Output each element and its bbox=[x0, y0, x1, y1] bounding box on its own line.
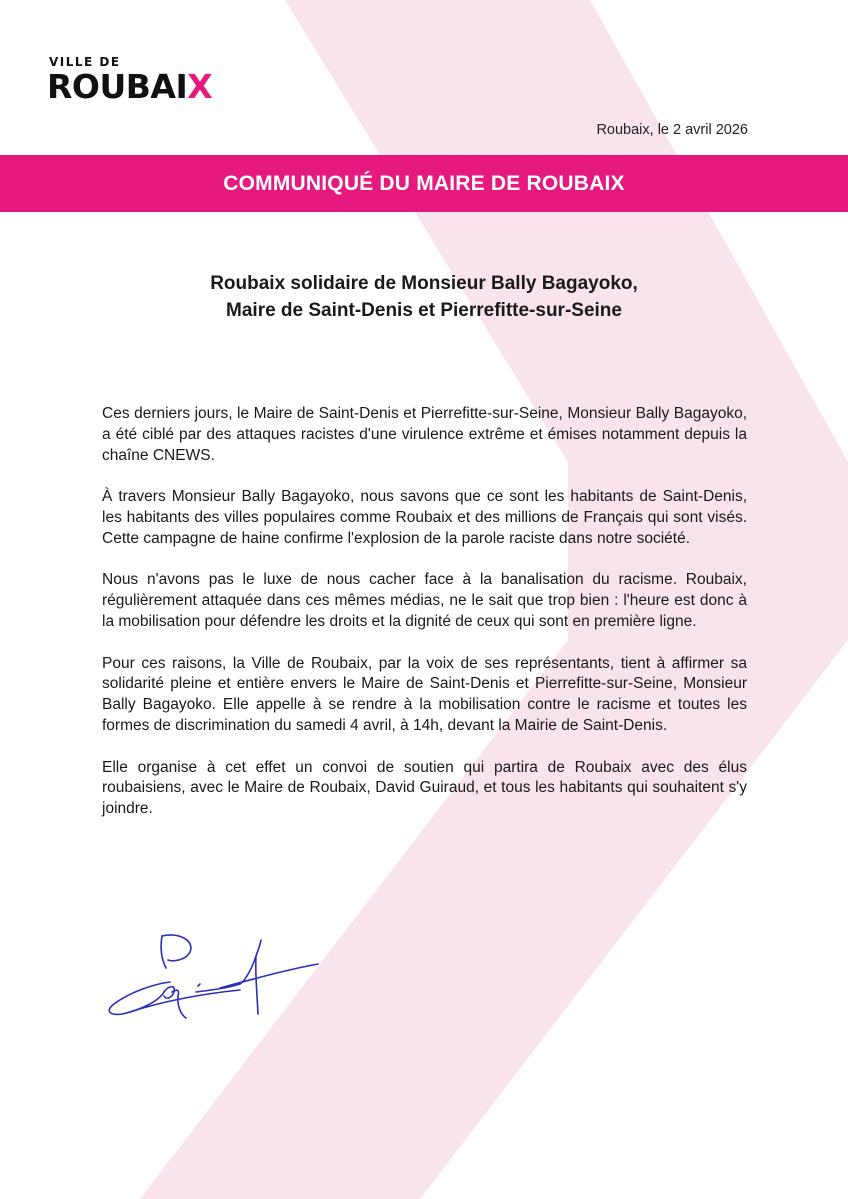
city-logo bbox=[47, 56, 212, 105]
paragraph: Elle organise à cet effet un convoi de soutien qui partira de Roubaix avec des élus roubaisiens, avec le Maire de Roubaix, David Guiraud, et tous les habitants qui souhaitent s'y joindre. bbox=[102, 758, 747, 818]
date-line: Roubaix, le 2 avril 2026 bbox=[596, 122, 748, 138]
mayor-signature bbox=[100, 930, 330, 1030]
body-text bbox=[102, 404, 747, 841]
paragraph: Nous n'avons pas le luxe de nous cacher face à la banalisation du racisme. Roubaix, régulièrement attaquée dans ces mêmes médias, ne le sait que trop bien : l'heure est donc à la mobilisation pour défendre les droits et la dignité de ceux qui sont en première ligne. bbox=[102, 571, 747, 630]
logo-main-text: ROUBAI bbox=[47, 67, 188, 106]
subject-line-2: Maire de Saint-Denis et Pierrefitte-sur-Seine bbox=[226, 300, 622, 321]
subject-heading bbox=[0, 270, 848, 324]
subject-line-1: Roubaix solidaire de Monsieur Bally Bagayoko, bbox=[210, 273, 638, 294]
logo-accent-x: X bbox=[187, 67, 213, 106]
banner-title: COMMUNIQUÉ DU MAIRE DE ROUBAIX bbox=[223, 171, 625, 195]
paragraph: Pour ces raisons, la Ville de Roubaix, par la voix de ses représentants, tient à affirmer sa solidarité pleine et entière envers le Maire de Saint-Denis et Pierrefitte-sur-Seine, Monsieur Bally Bagayoko. Elle appelle à se rendre à la mobilisation contre le racisme et toutes les formes de discrimination du samedi 4 avril, à 14h, devant la Mairie de Saint-Denis. bbox=[102, 654, 747, 734]
paragraph: À travers Monsieur Bally Bagayoko, nous savons que ce sont les habitants de Saint-Denis, les habitants des villes populaires comme Roubaix et des millions de Français qui sont visés. Cette campagne de haine confirme l'explosion de la parole raciste dans notre société. bbox=[102, 488, 747, 547]
logo-ville-de: VILLE DE bbox=[49, 55, 121, 69]
logo-roubaix bbox=[47, 69, 212, 105]
paragraph: Ces derniers jours, le Maire de Saint-Denis et Pierrefitte-sur-Seine, Monsieur Bally Bagayoko, a été ciblé par des attaques racistes d'une virulence extrême et émises notamment depuis la chaîne CNEWS. bbox=[102, 405, 747, 464]
title-banner bbox=[0, 155, 848, 212]
